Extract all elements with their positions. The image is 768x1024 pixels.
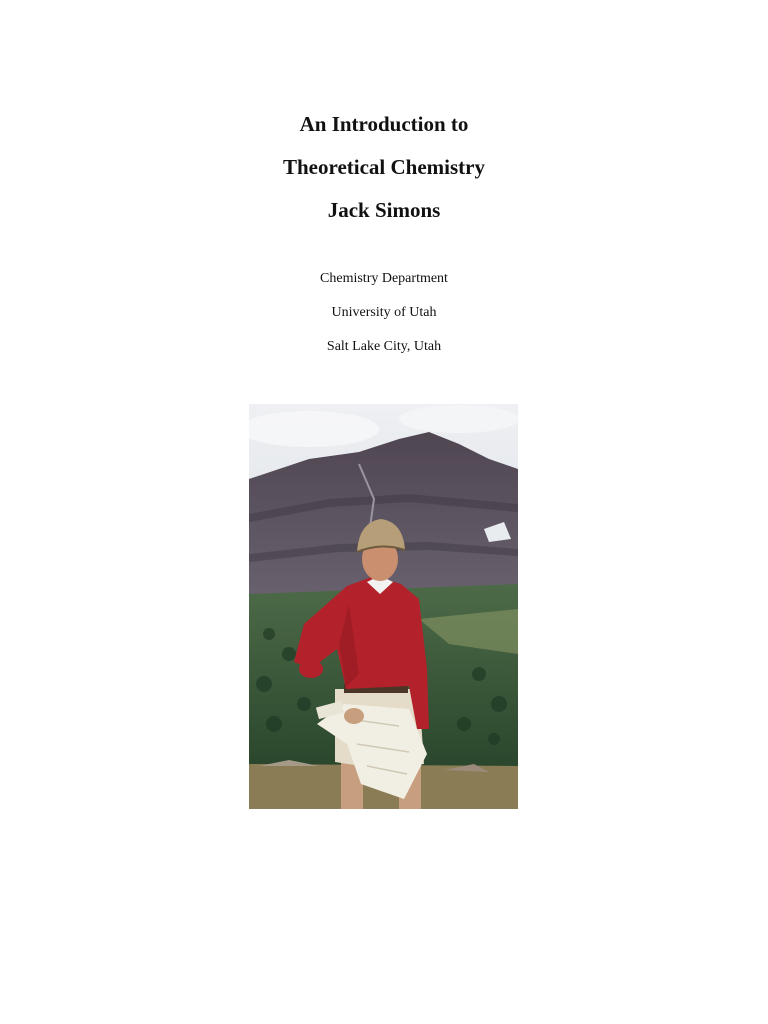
author-photo: [249, 404, 518, 809]
department: Chemistry Department: [320, 271, 448, 286]
title-line-1: An Introduction to: [299, 112, 469, 136]
title-line-2: Theoretical Chemistry: [283, 155, 485, 179]
location: Salt Lake City, Utah: [326, 339, 442, 354]
university: University of Utah: [331, 305, 437, 320]
author-name: Jack Simons: [327, 198, 441, 222]
